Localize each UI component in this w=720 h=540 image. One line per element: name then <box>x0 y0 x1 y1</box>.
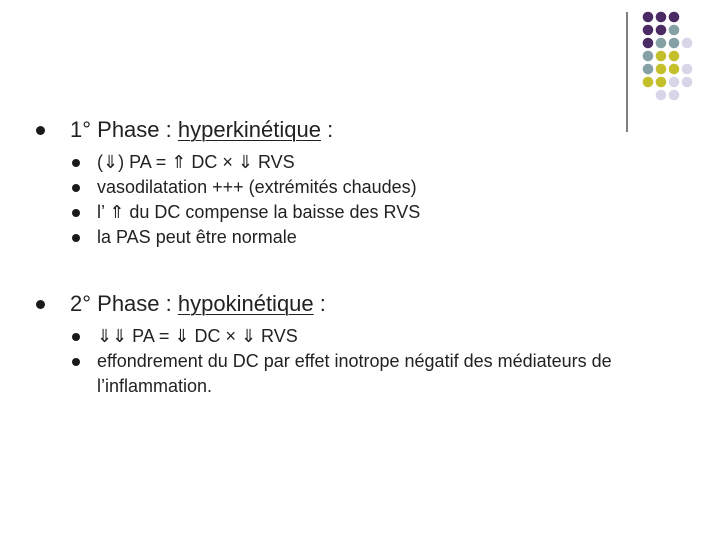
list-item <box>36 225 676 250</box>
decor-dot <box>669 25 680 36</box>
phase-title-prefix: 1° Phase : <box>70 117 178 142</box>
decor-dot <box>669 64 680 75</box>
list-item <box>36 349 676 399</box>
phase-title-suffix: : <box>320 117 334 142</box>
decor-dot <box>643 51 654 62</box>
decor-dot <box>643 38 654 49</box>
bullet-icon <box>36 300 45 309</box>
list-item-text: effondrement du DC par effet inotrope négatif des médiateurs de l’inflammation. <box>97 351 612 396</box>
phase-title-prefix: 2° Phase : <box>70 291 178 316</box>
decor-dot <box>656 77 667 88</box>
list-item-text: l’ ⇑ du DC compense la baisse des RVS <box>97 202 421 222</box>
decor-dot <box>669 77 680 88</box>
dot-grid <box>643 12 693 101</box>
decor-dot <box>656 38 667 49</box>
phase-items <box>36 324 676 399</box>
bullet-icon <box>72 234 80 242</box>
decor-dot <box>682 64 693 75</box>
list-item-text: la PAS peut être normale <box>97 227 297 247</box>
decor-dot <box>682 77 693 88</box>
bullet-icon <box>36 126 45 135</box>
decor-dot <box>643 25 654 36</box>
list-item-text: ⇓⇓ PA = ⇓ DC × ⇓ RVS <box>97 326 298 346</box>
bullet-icon <box>72 333 80 341</box>
slide-content <box>36 112 676 399</box>
list-item-text: vasodilatation +++ (extrémités chaudes) <box>97 177 417 197</box>
bullet-icon <box>72 184 80 192</box>
decor-dot <box>656 64 667 75</box>
list-item <box>36 324 676 349</box>
phase-heading <box>36 112 676 148</box>
bullet-icon <box>72 209 80 217</box>
decor-dot <box>669 51 680 62</box>
phase-section-1 <box>36 112 676 250</box>
decor-dot <box>643 64 654 75</box>
list-item-text: (⇓) PA = ⇑ DC × ⇓ RVS <box>97 152 295 172</box>
decor-dot <box>669 90 680 101</box>
decor-dot <box>643 77 654 88</box>
phase-title <box>70 112 333 148</box>
phase-items <box>36 150 676 250</box>
decor-dot <box>669 38 680 49</box>
decor-dot <box>643 12 654 23</box>
list-item <box>36 150 676 175</box>
decor-dot <box>656 25 667 36</box>
bullet-icon <box>72 358 80 366</box>
decor-dot <box>656 12 667 23</box>
phase-title-name: hypokinétique <box>177 291 314 316</box>
phase-title-name: hyperkinétique <box>177 117 321 142</box>
phase-section-2 <box>36 286 676 399</box>
decor-dot <box>656 51 667 62</box>
decor-dot <box>669 12 680 23</box>
phase-heading <box>36 286 676 322</box>
decor-dot <box>682 38 693 49</box>
phase-title <box>70 286 326 322</box>
decor-dot <box>656 90 667 101</box>
phase-title-suffix: : <box>313 291 326 316</box>
bullet-icon <box>72 159 80 167</box>
list-item <box>36 200 676 225</box>
list-item <box>36 175 676 200</box>
